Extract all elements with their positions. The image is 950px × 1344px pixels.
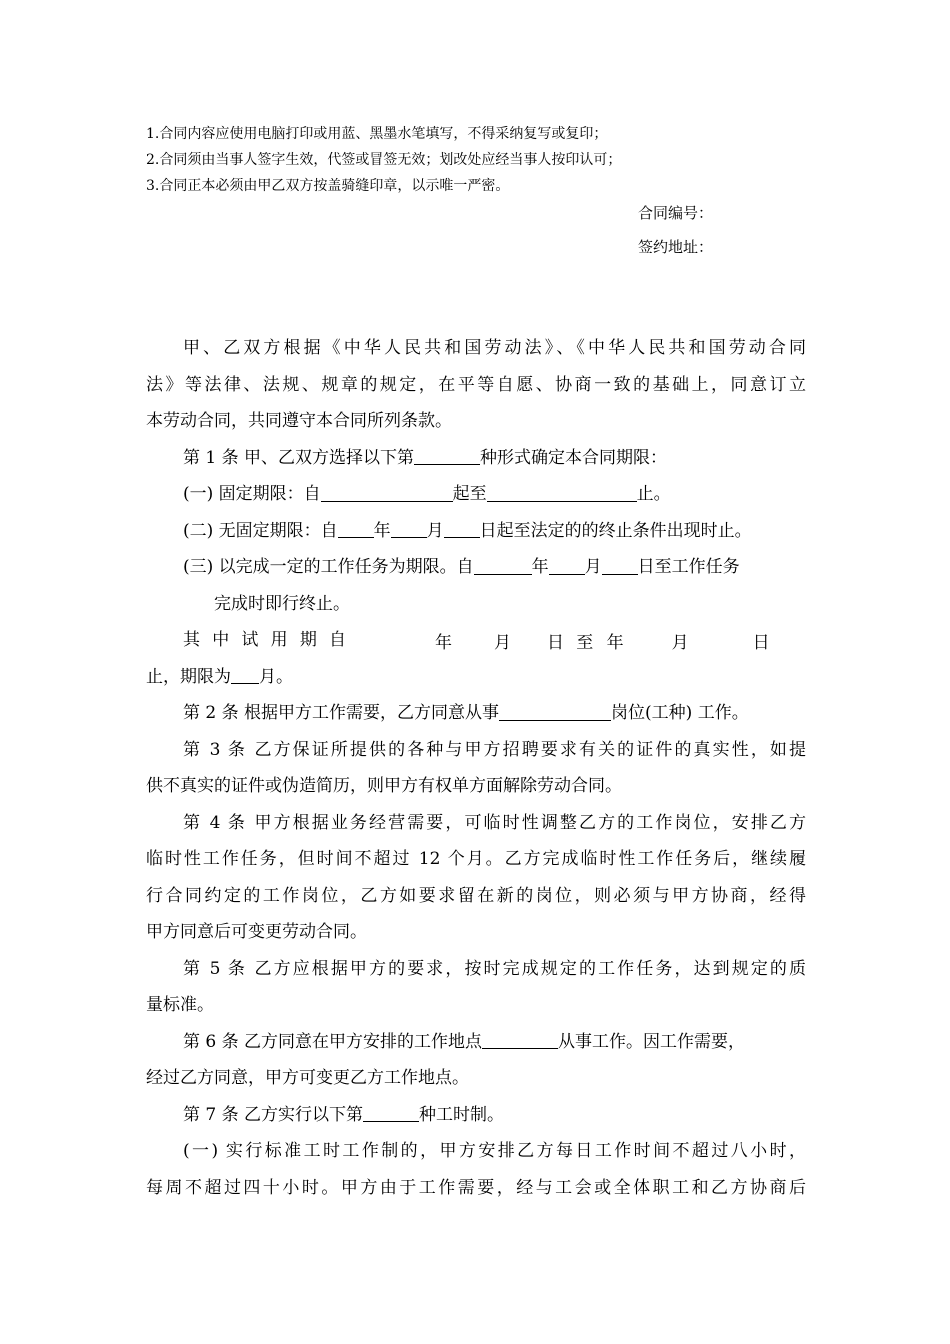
option-text: 月 (584, 557, 602, 577)
probation-text: 月。 (259, 666, 293, 687)
article-7 (146, 1097, 806, 1134)
article-6-text: 从事工作。因工作需要， (558, 1031, 746, 1052)
article-1-option-3-cont: 完成时即行终止。 (214, 593, 350, 614)
instruction-item: 1.合同内容应使用电脑打印或用蓝、黑墨水笔填写，不得采纳复写或复印； (146, 126, 608, 142)
article-5-line: 量标准。 (146, 995, 214, 1015)
article-6-text: 第 6 条 乙方同意在甲方安排的工作地点 (183, 1031, 483, 1052)
day-blank[interactable] (602, 556, 638, 575)
article-5-line: 第 5 条 乙方应根据甲方的要求，按时完成规定的工作任务，达到规定的质 (183, 958, 806, 979)
option-text: 年 (531, 557, 549, 577)
option-text: 月 (426, 520, 444, 541)
article-2 (146, 695, 806, 732)
probation-label: 其 中 试 用 期 自 (183, 630, 350, 650)
day-blank[interactable] (444, 519, 480, 538)
article-4-line: 行合同约定的工作岗位，乙方如要求留在新的岗位，则必须与甲方协商，经得 (146, 885, 806, 906)
article-7-text: 种工时制。 (419, 1104, 505, 1125)
article-4-line: 第 4 条 甲方根据业务经营需要，可临时性调整乙方的工作岗位，安排乙方 (183, 812, 806, 833)
month-blank[interactable] (391, 519, 427, 538)
article-1-text: 第 1 条 甲、乙双方选择以下第 (183, 447, 415, 468)
contract-number-label: 合同编号： (638, 204, 714, 222)
option-text: 日起至法定的的终止条件出现时止。 (479, 520, 752, 541)
end-date-blank[interactable] (487, 483, 637, 502)
option-text: (三) 以完成一定的工作任务为期限。自 (183, 557, 474, 577)
article-7-text: 第 7 条 乙方实行以下第 (183, 1104, 364, 1125)
probation-text: 年 (606, 632, 624, 653)
article-3-line: 供不真实的证件或伪造简历，则甲方有权单方面解除劳动合同。 (146, 776, 622, 796)
sign-place-label: 签约地址： (638, 238, 714, 256)
position-blank[interactable] (499, 702, 611, 721)
work-location-blank[interactable] (482, 1030, 558, 1049)
probation-text: 年 (435, 632, 452, 653)
probation-months-blank[interactable] (231, 665, 259, 684)
probation-text: 日 (752, 632, 770, 653)
probation-text: 月 (671, 632, 689, 653)
article-6 (146, 1024, 806, 1061)
month-blank[interactable] (549, 556, 585, 575)
instructions-list (146, 121, 621, 199)
probation-text: 月 (494, 632, 511, 653)
option-text: (一) 固定期限：自 (183, 484, 321, 504)
article-1 (146, 440, 806, 477)
year-blank[interactable] (338, 519, 374, 538)
instruction-item: 3.合同正本必须由甲乙双方按盖骑缝印章，以示唯一严密。 (146, 178, 510, 194)
option-text: (二) 无固定期限：自 (183, 520, 338, 541)
option-text: 年 (373, 520, 391, 541)
article-4-line: 临时性工作任务，但时间不超过 12 个月。乙方完成临时性工作任务后，继续履 (146, 849, 806, 869)
probation-period-cont (146, 659, 806, 696)
probation-period (146, 622, 806, 659)
option-text: 起至 (452, 484, 487, 504)
article-2-text: 第 2 条 根据甲方工作需要，乙方同意从事 (183, 703, 500, 723)
probation-text: 止，期限为 (146, 666, 231, 687)
probation-dates-blank[interactable] (383, 625, 803, 659)
start-date-blank[interactable] (321, 483, 453, 502)
year-blank[interactable] (474, 556, 532, 575)
article-6-line: 经过乙方同意，甲方可变更乙方工作地点。 (146, 1068, 469, 1088)
article-4-line: 甲方同意后可变更劳动合同。 (146, 922, 367, 942)
article-1-option-2 (146, 513, 806, 550)
probation-text: 日 至 (547, 632, 597, 653)
form-choice-blank[interactable] (414, 446, 480, 465)
article-1-option-3 (146, 549, 806, 586)
preamble-line: 法》等法律、法规、规章的规定，在平等自愿、协商一致的基础上，同意订立 (146, 374, 806, 395)
work-hour-system-blank[interactable] (363, 1103, 419, 1122)
article-1-text: 种形式确定本合同期限： (480, 447, 668, 468)
contract-body (146, 330, 806, 1206)
preamble-line: 本劳动合同，共同遵守本合同所列条款。 (146, 411, 452, 431)
article-2-text: 岗位(工种) 工作。 (611, 703, 749, 723)
article-7-option-1-line: 每周不超过四十小时。甲方由于工作需要，经与工会或全体职工和乙方协商后 (146, 1177, 806, 1198)
option-text: 止。 (636, 484, 671, 504)
article-7-option-1-line: (一) 实行标准工时工作制的，甲方安排乙方每日工作时间不超过八小时， (183, 1141, 806, 1161)
instruction-item: 2.合同须由当事人签字生效，代签或冒签无效；划改处应经当事人按印认可； (146, 152, 622, 168)
preamble-line: 甲、乙双方根据《中华人民共和国劳动法》、《中华人民共和国劳动合同 (183, 338, 806, 358)
option-text: 日至工作任务 (637, 557, 740, 577)
article-1-option-1 (146, 476, 806, 513)
article-3-line: 第 3 条 乙方保证所提供的各种与甲方招聘要求有关的证件的真实性，如提 (183, 739, 806, 760)
